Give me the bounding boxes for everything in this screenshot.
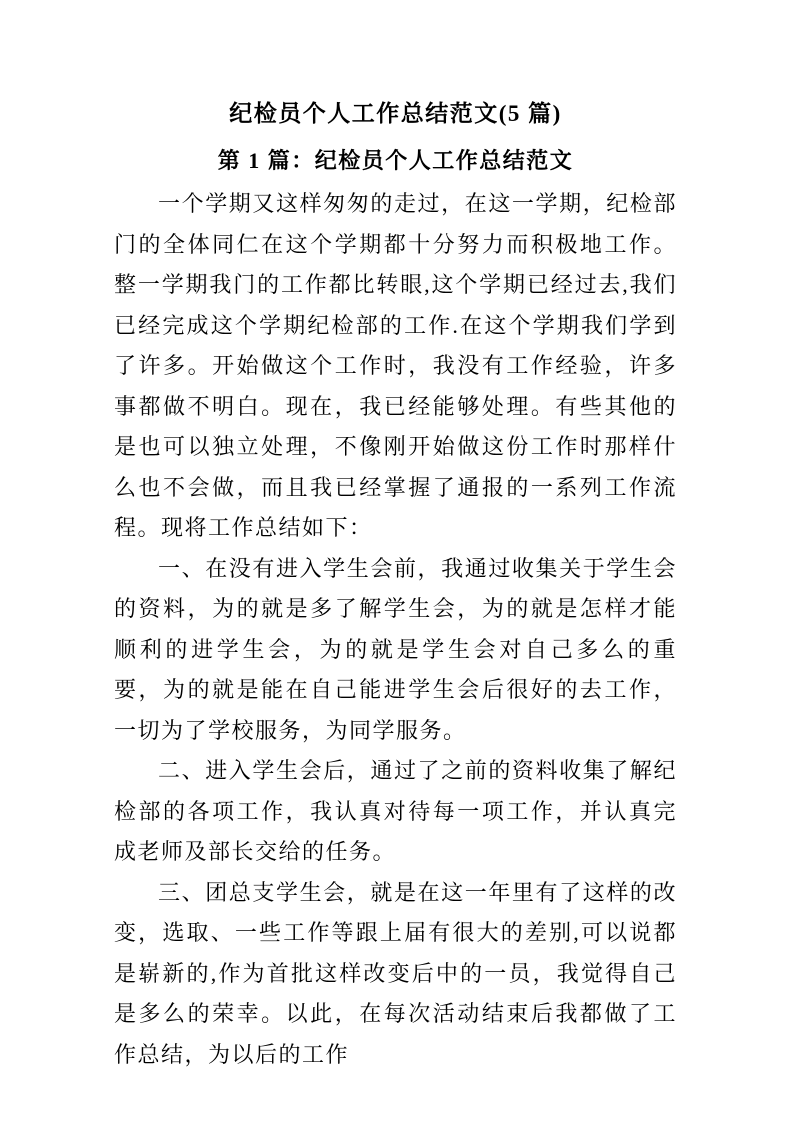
paragraph: 一、在没有进入学生会前，我通过收集关于学生会的资料，为的就是多了解学生会，为的就是怎样才能顺利的进学生会，为的就是学生会对自己多么的重要，为的就是能在自己能进学生会后很好的去工作，一切为了学校服务，为同学服务。 xyxy=(114,555,677,743)
paragraph: 一个学期又这样匆匆的走过，在这一学期，纪检部门的全体同仁在这个学期都十分努力而积极地工作。整一学期我门的工作都比转眼,这个学期已经过去,我们已经完成这个学期纪检部的工作.在这个学期我们学到了许多。开始做这个工作时，我没有工作经验，许多事都做不明白。现在，我已经能够处理。有些其他的是也可以独立处理，不像刚开始做这份工作时那样什么也不会做，而且我已经掌握了通报的一系列工作流程。现将工作总结如下： xyxy=(114,191,677,540)
document-title: 纪检员个人工作总结范文(5 篇) xyxy=(229,101,562,126)
document-body xyxy=(114,184,677,1075)
paragraph: 二、进入学生会后，通过了之前的资料收集了解纪检部的各项工作，我认真对待每一项工作，并认真完成老师及部长交给的任务。 xyxy=(114,758,677,864)
section-heading: 第 1 篇：纪检员个人工作总结范文 xyxy=(217,148,574,173)
paragraph: 三、团总支学生会，就是在这一年里有了这样的改变，选取、一些工作等跟上届有很大的差别,可以说都是崭新的,作为首批这样改变后中的一员，我觉得自己是多么的荣幸。以此，在每次活动结束后我都做了工作总结，为以后的工作 xyxy=(114,879,677,1067)
